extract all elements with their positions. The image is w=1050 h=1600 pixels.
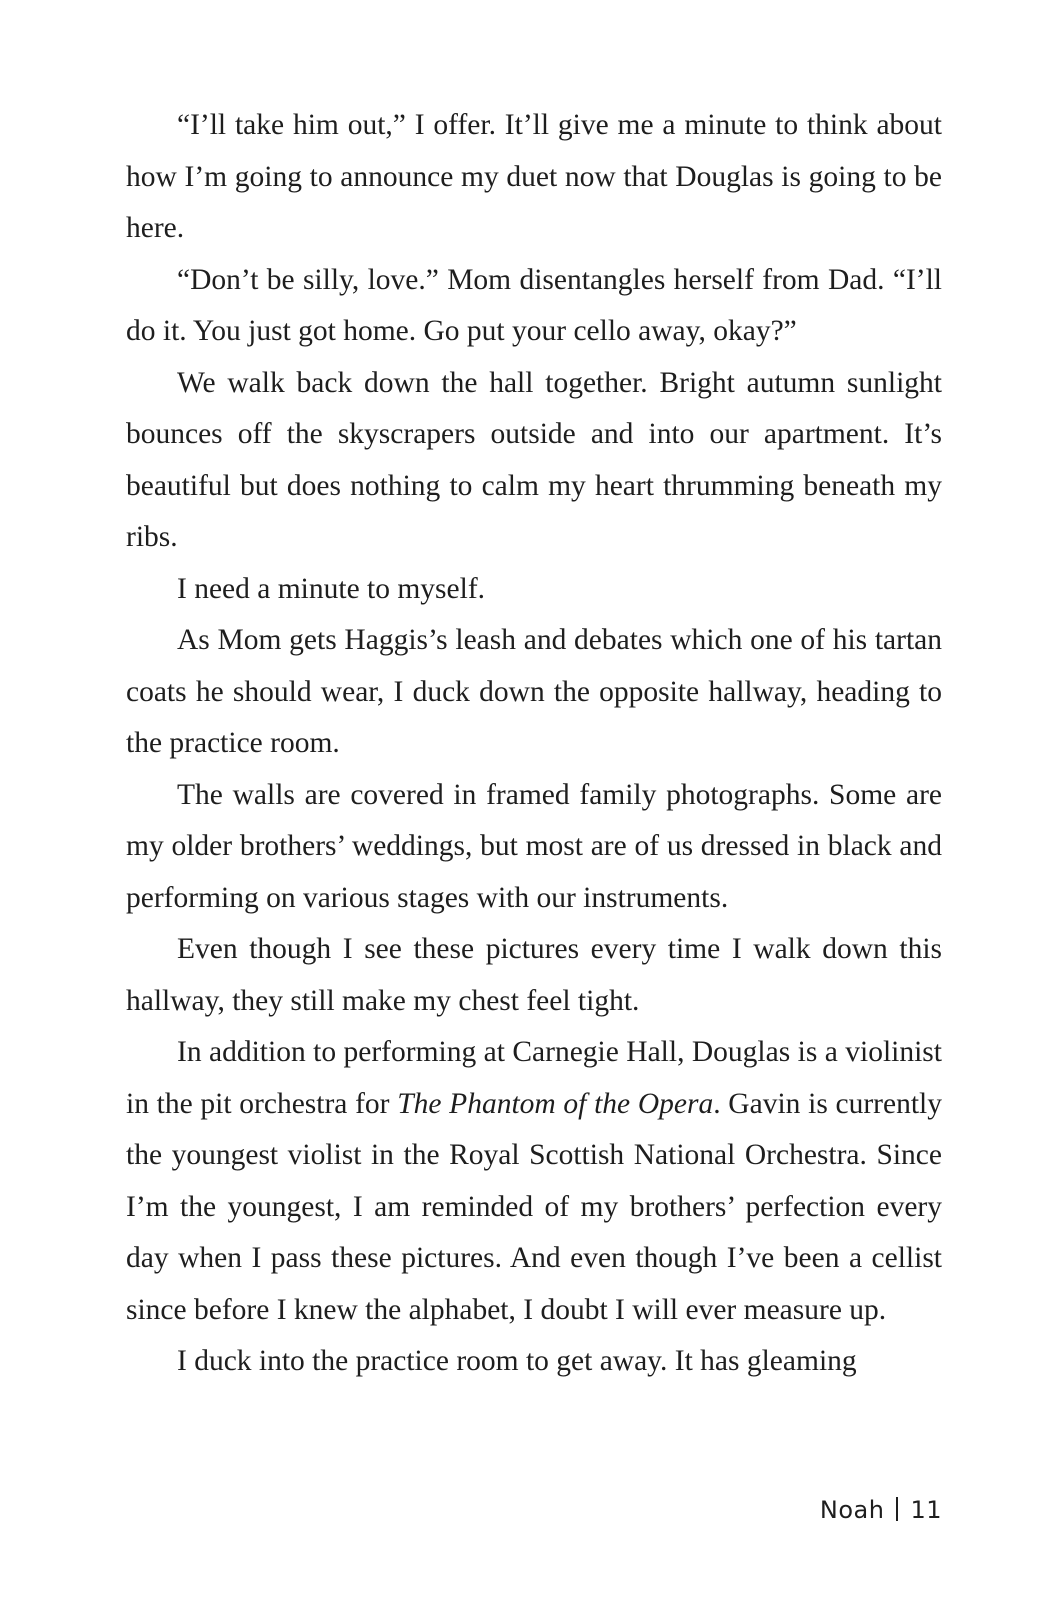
page-footer bbox=[820, 1496, 942, 1524]
show-title: The Phantom of the Opera bbox=[397, 1087, 714, 1120]
paragraph-5: As Mom gets Haggis’s leash and debates which one of his tartan coats he should wear, I duck down the opposite hallway, heading to the practice room. bbox=[126, 624, 942, 759]
paragraph-8 bbox=[126, 1027, 942, 1336]
paragraph-9: I duck into the practice room to get away. It has gleaming bbox=[177, 1345, 857, 1377]
paragraph-2: “Don’t be silly, love.” Mom disentangles herself from Dad. “I’ll do it. You just got home. Go put your cello away, okay?” bbox=[126, 263, 942, 347]
paragraph-3: We walk back down the hall together. Bright autumn sunlight bounces off the skyscrapers outside and into our apartment. It’s beautiful but does nothing to calm my heart thrumming beneath my ribs. bbox=[126, 366, 942, 553]
paragraph-6: The walls are covered in framed family photographs. Some are my older brothers’ weddings, but most are of us dressed in black and performing on various stages with our instruments. bbox=[126, 778, 942, 914]
chapter-name: Noah bbox=[819, 1496, 885, 1524]
body-text bbox=[126, 100, 942, 1388]
paragraph-7: Even though I see these pictures every time I walk down this hallway, they still make my chest feel tight. bbox=[126, 933, 942, 1017]
footer-separator bbox=[896, 1497, 898, 1521]
paragraph-4: I need a minute to myself. bbox=[177, 572, 486, 605]
page-number: 11 bbox=[910, 1496, 942, 1524]
paragraph-8-start: In addition to performing at Carnegie Hall, Douglas is a violinist in the pit orchestra for bbox=[126, 1036, 942, 1120]
paragraph-1: “I’ll take him out,” I offer. It’ll give me a minute to think about how I’m going to announce my duet now that Douglas is going to be here. bbox=[126, 109, 942, 244]
paragraph-8-end: . Gavin is currently the youngest violist in the Royal Scottish National Orchestra. Since I’m the youngest, I am reminded of my brothers’ perfection every day when I pass these pictures. And even though I’ve been a cellist since before I knew the alphabet, I doubt I will ever measure up. bbox=[126, 1087, 942, 1326]
